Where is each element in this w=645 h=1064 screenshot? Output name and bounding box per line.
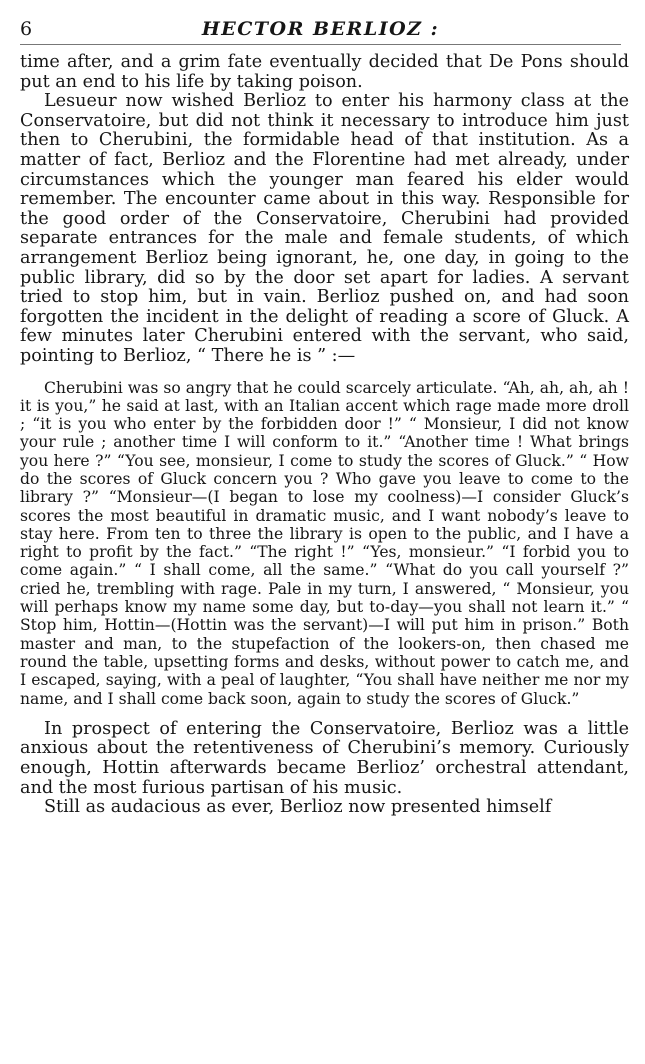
page-header	[20, 18, 621, 44]
page-number: 6	[20, 18, 33, 40]
block-quote-cherubini: Cherubini was so angry that he could scarcely articulate. “Ah, ah, ah, ah ! it is you,” he said at last, with an Italian accent which rage made more droll ; “it is you who enter by the forbidden door !” “ Monsieur, I did not know your rule ; another time I will conform to it.” “Another time ! What brings you here ?” “You see, monsieur, I come to study the scores of Gluck.” “ How do the scores of Gluck concern you ? Who gave you leave to come to the library ?” “Monsieur—(I began to lose my coolness)—I consider Gluck’s scores the most beautiful in dramatic music, and I want nobody’s leave to stay here. From ten to three the library is open to the public, and I have a right to profit by the fact.” “The right !” “Yes, monsieur.” “I forbid you to come again.” “ I shall come, all the same.” “What do you call yourself ?” cried he, trembling with rage. Pale in my turn, I answered, “ Monsieur, you will perhaps know my name some day, but to-day—you shall not learn it.” “ Stop him, Hottin—(Hottin was the servant)—I will put him in prison.” Both master and man, to the stupefaction of the lookers-on, then chased me round the table, upsetting forms and desks, without power to catch me, and I escaped, saying, with a peal of laughter, “You shall have neither me nor my name, and I shall come back soon, again to study the scores of Gluck.”	[20, 378, 629, 708]
paragraph-lesueur: Lesueur now wished Berlioz to enter his harmony class at the Conservatoire, but did not think it necessary to introduce him just then to Cherubini, the formidable head of that institution. As a matter of fact, Berlioz and the Florentine had met already, under circumstances which the younger man feared his elder would remember. The encounter came about in this way. Responsible for the good order of the Conservatoire, Cherubini had provided separate entrances for the male and female students, of which arrangement Berlioz being ignorant, he, one day, in going to the public library, did so by the door set apart for ladies. A servant tried to stop him, but in vain. Berlioz pushed on, and had soon forgotten the incident in the delight of reading a score of Gluck. A few minutes later Cherubini entered with the servant, who said, pointing to Berlioz, “ There he is ” :—	[20, 91, 629, 366]
paragraph-conservatoire: In prospect of entering the Conservatoire, Berlioz was a little anxious about the retentiveness of Cherubini’s memory. Curiously enough, Hottin afterwards became Berlioz’ orchestral attendant, and the most furious partisan of his music.	[20, 718, 629, 798]
running-title: HECTOR BERLIOZ :	[201, 18, 440, 40]
paragraph-continuation: time after, and a grim fate eventually decided that De Pons should put an end to his life by taking poison.	[20, 52, 629, 92]
paragraph-audacious: Still as audacious as ever, Berlioz now presented himself	[44, 797, 552, 818]
page-body	[20, 53, 629, 818]
header-rule	[20, 44, 621, 45]
